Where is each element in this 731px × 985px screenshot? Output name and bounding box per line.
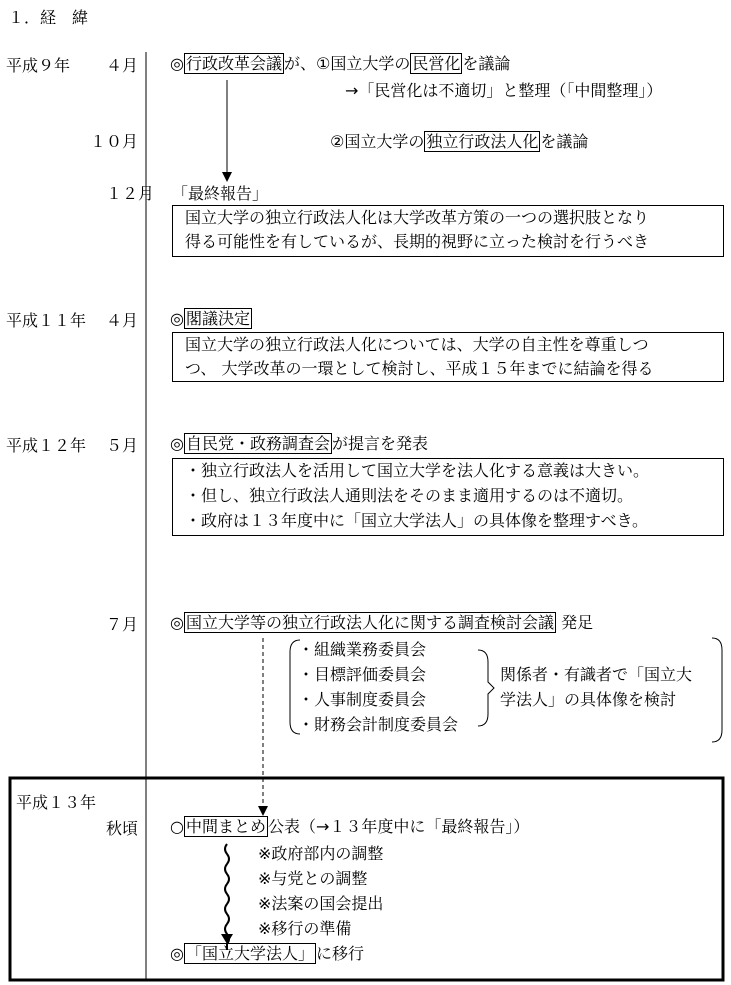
date-h11-apr: ４月	[106, 311, 139, 330]
committee-3: ・人事制度委員会	[298, 690, 427, 709]
h12-jul-tail: 発足	[561, 613, 594, 632]
h13-note-1: ※政府部内の調整	[258, 844, 384, 863]
ldp-proposal-line-2: ・但し、独立行政法人通則法をそのまま適用するのは不適切。	[185, 486, 634, 505]
final-report-box	[172, 205, 724, 257]
h9-oct-line	[330, 134, 588, 150]
arrow-head-report	[222, 172, 232, 182]
incorporation-term: 独立行政法人化	[426, 132, 539, 151]
h13-line	[170, 819, 529, 835]
h13-note-4: ※移行の準備	[258, 919, 352, 938]
double-circle-mark: ◎	[170, 54, 184, 73]
cabinet-decision-line-1: 国立大学の独立行政法人化については、大学の自主性を尊重しつ	[185, 335, 649, 354]
date-jul: ７月	[106, 615, 139, 634]
final-report-line-1: 国立大学の独立行政法人化は大学改革方策の一つの選択肢となり	[185, 208, 650, 227]
date-h12: 平成１２年	[6, 436, 87, 455]
h12-may-line	[170, 436, 428, 452]
transition-tail: に移行	[315, 944, 364, 963]
h13-note-3: ※法案の国会提出	[258, 894, 384, 913]
ldp-proposal-box	[172, 458, 724, 536]
h9-apr-text: が、①国立大学の	[283, 54, 411, 73]
privatization-term: 民営化	[412, 54, 461, 73]
ldp-proposal-line-3: ・政府は１３年度中に「国立大学法人」の具体像を整理すべき。	[185, 511, 649, 530]
h13-note-2: ※与党との調整	[258, 869, 368, 888]
administrative-reform-council: 行政改革会議	[185, 54, 282, 73]
dashed-arrow-head	[258, 806, 268, 816]
h9-apr-tail: を議論	[462, 54, 511, 73]
committee-4: ・財務会計制度委員会	[298, 715, 459, 734]
ldp-policy-council: 自民党・政務調査会	[185, 434, 330, 453]
date-h13: 平成１３年	[16, 793, 97, 812]
double-circle-mark: ◎	[170, 613, 184, 632]
circle-mark: ○	[170, 817, 184, 836]
final-report-label: 「最終報告」	[172, 184, 269, 203]
transition-line	[170, 946, 364, 962]
h11-line	[170, 311, 252, 327]
date-dec: １２月	[106, 184, 155, 203]
committee-bracket-right	[478, 650, 494, 726]
date-autumn: 秋頃	[106, 819, 139, 838]
ldp-proposal-line-1: ・独立行政法人を活用して国立大学を法人化する意義は大きい。	[185, 461, 650, 480]
h9-apr-result: →「民営化は不適切」と整理（「中間整理」）	[345, 81, 663, 100]
investigation-council: 国立大学等の独立行政法人化に関する調査検討会議	[185, 613, 554, 632]
date-h9: 平成９年	[6, 56, 71, 75]
cabinet-decision-term: 閣議決定	[185, 309, 250, 328]
date-oct: １０月	[90, 132, 139, 151]
h9-oct-lead: ②国立大学の	[330, 132, 425, 151]
cabinet-decision-box	[172, 332, 724, 382]
date-h12-may: ５月	[106, 436, 139, 455]
section-title: １．経 緯	[8, 8, 89, 27]
final-report-line-2: 得る可能性を有しているが、長期的視野に立った検討を行うべき	[185, 232, 650, 251]
national-university-corporation-term: 「国立大学法人」	[185, 944, 314, 963]
note-bracket-right	[712, 638, 722, 742]
double-circle-mark: ◎	[170, 944, 184, 963]
h12-jul-line	[170, 615, 593, 631]
committee-1: ・組織業務委員会	[298, 640, 427, 659]
h13-tail: 公表（→１３年度中に「最終報告」）	[267, 817, 530, 836]
cabinet-decision-line-2: つ、 大学改革の一環として検討し、平成１５年までに結論を得る	[185, 359, 654, 378]
committee-2: ・目標評価委員会	[298, 665, 427, 684]
committee-note-2: 学法人」の具体像を検討	[500, 690, 677, 709]
h12-may-tail: が提言を発表	[331, 434, 428, 453]
date-h11: 平成１１年	[6, 311, 87, 330]
double-circle-mark: ◎	[170, 309, 184, 328]
double-circle-mark: ◎	[170, 434, 184, 453]
committee-note-1: 関係者・有識者で「国立大	[500, 665, 693, 684]
h9-apr-line	[170, 56, 510, 72]
interim-summary-term: 中間まとめ	[185, 817, 266, 836]
date-h9-apr: ４月	[106, 56, 139, 75]
h9-oct-tail: を議論	[540, 132, 589, 151]
